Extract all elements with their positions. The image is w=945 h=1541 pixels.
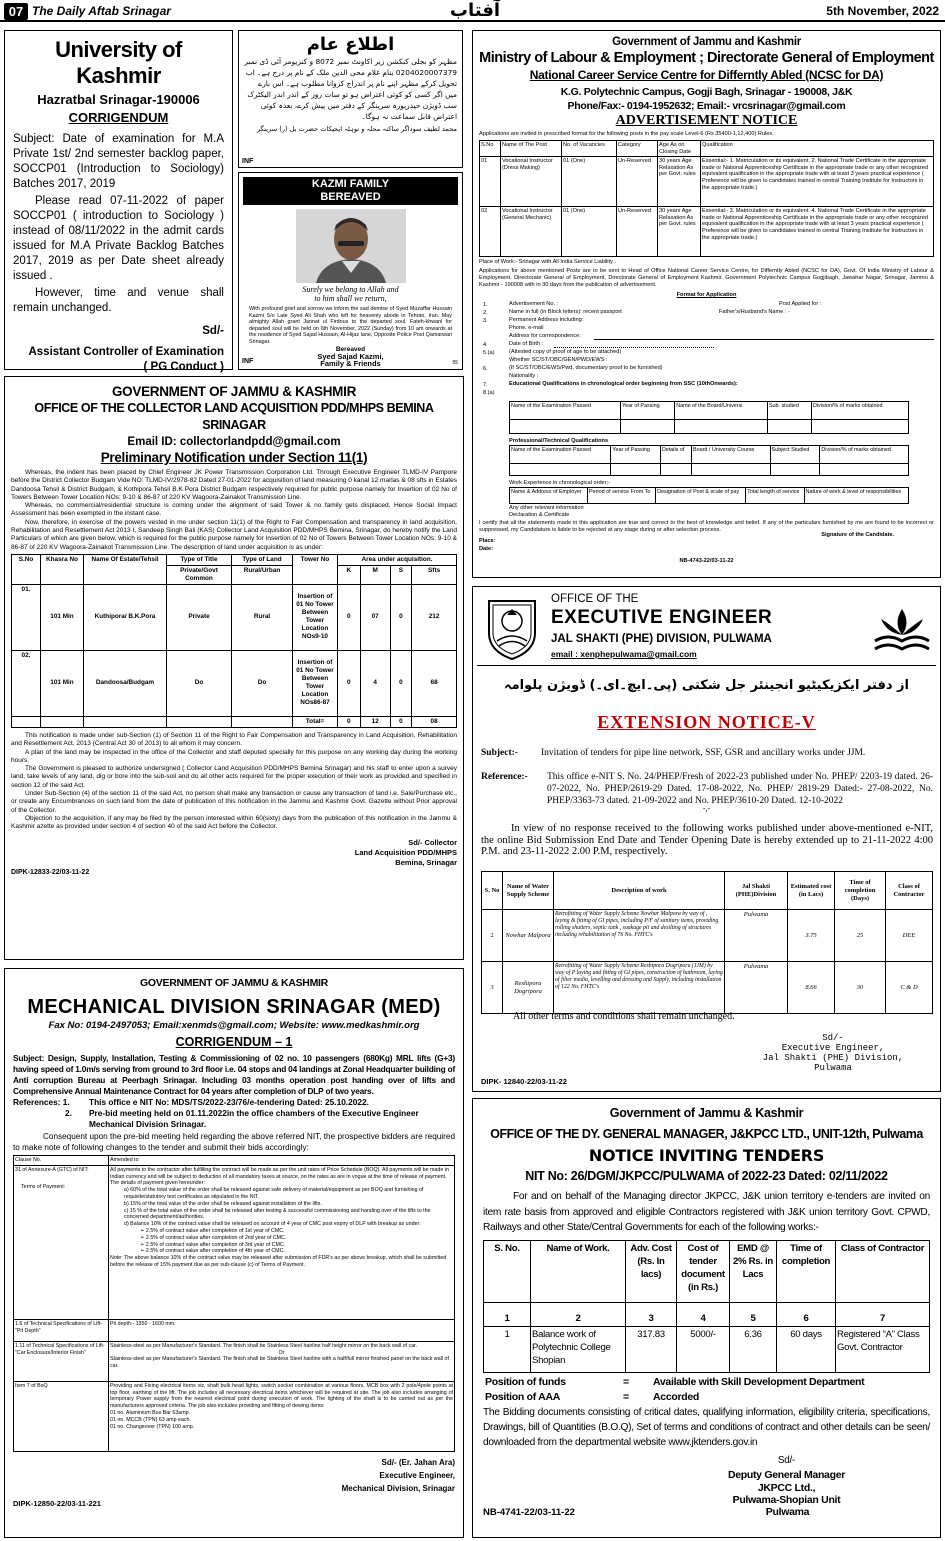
ad8-num: 6 xyxy=(777,1302,836,1326)
ad5-cell: Insertion of 01 No Tower Between Tower Location NOs9-10 xyxy=(293,584,338,650)
ad5-cell: Insertion of 01 No Tower Between Tower Location NOs86-87 xyxy=(293,650,338,716)
ad4-work-col: Name & Address of Employer xyxy=(510,488,588,504)
ad7-r1-line: ➢ 2.5% of contract value after completion of 4th year of CMC. xyxy=(140,1248,285,1255)
ad6-col: S. No xyxy=(482,872,503,910)
ad8-cell: Balance work of Polytechnic College Shopian xyxy=(531,1326,626,1372)
ad1-signatory-dept: ( PG Conduct ) xyxy=(143,361,224,373)
ad8-eq: = xyxy=(623,1390,630,1403)
ad1-sd: Sd/- xyxy=(202,325,224,337)
ad4-format: Format for Application xyxy=(676,292,737,299)
ad4-form-line: Name in full (in Block letters): recent passport xyxy=(509,309,622,316)
ad4-edu-col: Division/% of marks obtained xyxy=(811,402,908,420)
ad4-cell: Essential:- 1. Matriculation or its equivalent. 2. National Trade Certificate in the appropriate trade or National Apprenticeship Certificate in the appropriate trade or any other recognized equivalent qualification in the appropriate trade with at least 3 years practical experience ( Preference will be given to candidates trained in central Training Institute for Instructors in the appropriate trade.) xyxy=(701,157,934,207)
ad5-cell: 101 Min xyxy=(41,584,84,650)
ad4-form-line: (Attested copy of proof of age to be attached) xyxy=(509,349,622,356)
ad4-signature: Signature of the Candidate. xyxy=(821,532,894,539)
ad4-edu-table xyxy=(509,401,909,434)
ad6-col: Name of Water Supply Scheme xyxy=(503,872,554,910)
ad6-subject-label: Subject:- xyxy=(481,748,518,758)
ad4-work-col: Total length of service xyxy=(746,488,804,504)
ad7-r3-text1: Stainless-steel as per Manufacturer's Standard. The finish shall be Stainless Steel hairline half height mirror on the back wall of car. xyxy=(110,1342,418,1349)
ad6-office: OFFICE OF THE xyxy=(551,593,639,605)
ad4-edu-col: Name of the Board/Universi xyxy=(675,402,768,420)
ad7-r1-line: ➢ 2.5% of contract value after completion of 3rd year of CMC. xyxy=(140,1241,286,1248)
ad5-cell: 01. xyxy=(12,584,41,650)
ad4-cell: 30 years Age Relaxation As per Govt. rules xyxy=(658,157,701,207)
paper-name: The Daily Aftab Srinagar xyxy=(32,4,171,18)
ad-land-acquisition xyxy=(4,376,464,960)
ad7-r4-cell xyxy=(109,1381,455,1451)
ad8-col: Cost of tender document (in Rs.) xyxy=(677,1240,730,1302)
ad7-col: Clause No. xyxy=(14,1156,109,1166)
ad5-cell: 0 xyxy=(390,650,412,716)
ad4-ref: NB-4743-22/03-11-22 xyxy=(679,558,734,565)
ad4-work-title: Work Experience in chronological order;- xyxy=(509,480,610,487)
ad5-cell: 0 xyxy=(390,584,412,650)
ad4-date-label: Date: xyxy=(479,546,493,553)
ad7-clause-table xyxy=(13,1155,455,1452)
ad-jkpcc-tenders xyxy=(472,1098,941,1538)
ad8-sig2: JKPCC Ltd., xyxy=(757,1481,816,1494)
ad8-eq: = xyxy=(623,1375,630,1388)
ad5-subcol: M xyxy=(360,565,390,584)
ad6-body: In view of no response received to the following works published under above-mentioned e-NIT, the online Bid Submission End Date and Tender Opening Date is hereby extended up to 21-11-2022 4:00 P.M. and 23-11-2022 2.00 P.M, respectively. xyxy=(481,823,933,857)
ad7-sig2: Mechanical Division, Srinagar xyxy=(341,1483,455,1493)
ad6-cell: 30 xyxy=(835,962,886,1014)
portrait-photo xyxy=(296,209,406,283)
ad6-col: Jal Shakti (PHE)Division xyxy=(725,872,788,910)
ad8-num: 4 xyxy=(677,1302,730,1326)
ad4-col: Age As on Closing Date xyxy=(658,141,701,157)
ad7-intro: Consequent upon the pre-bid meeting held regarding the above referred NIT, the prospective bidders are required to make note of following changes to the tender and submit their bids accordingly: xyxy=(13,1132,455,1152)
ad5-cell: Private xyxy=(167,584,232,650)
ad6-cell: 3.75 xyxy=(788,910,835,962)
ad4-address: K.G. Polytechnic Campus, Gogji Bagh, Srinagar - 190008, J&K xyxy=(560,86,853,98)
ad5-p2: Whereas, no commercial/residential structure is coming under the alignment of said Tower & no family gets displaced, Hence Social Impact Assessment has been exempted in the instant case. xyxy=(11,502,457,518)
ad8-aaa-label: Position of AAA xyxy=(485,1390,561,1403)
ad4-prof-title: Professional/Technical Qualifications xyxy=(509,438,609,445)
ad6-cell: 2 xyxy=(482,910,503,962)
paper-logo: آفتاب xyxy=(449,0,501,21)
ad4-form-line: Date of Birth : xyxy=(509,341,544,348)
ad1-subject: Subject: Date of examination for M.A Private 1st/ 2nd semester backlog paper, SOCCP01 (Introduction to Sociology) Batches 2017, 2019 xyxy=(13,133,224,190)
ad8-col: EMD @ 2% Rs. in Lacs xyxy=(730,1240,777,1302)
masthead xyxy=(0,0,945,24)
ad7-ref2: Pre-bid meeting held on 01.11.2022in the office chambers of the Executive Engineer Mechanical Division Srinagar. xyxy=(89,1108,419,1129)
ad6-cell: C & D xyxy=(886,962,933,1014)
ad5-total: 0 xyxy=(390,716,412,727)
ad3-family-friends: Family & Friends xyxy=(320,359,381,368)
ad8-num: 5 xyxy=(730,1302,777,1326)
ad6-col: Class of Contractor xyxy=(886,872,933,910)
ad3-body: With profound grief and sorrow we inform the sad demise of Syed Muzaffar Hussain Kazmi S/o Late Syed Ali Shah who left for heavenly abode in Tehran, Iran. May almighty Allah grant Jannat ul Firdous to the departed soul. Fateh-khwani for departed soul will be held on 6th November, 2022 (Sunday) from 10 am onwards at the residence of Syed Sajad Hussain, Al-Hijaz lane, Opposite Police Post Qamarwari Srinagar. xyxy=(249,306,452,345)
ad6-cell: Nowhar Malpora xyxy=(503,910,554,962)
ad-mechanical-division xyxy=(4,968,464,1538)
ad7-ref: DIPK-12850-22/03-11-221 xyxy=(13,1498,101,1508)
ad4-form-line: Advertisement No. : xyxy=(509,301,559,308)
ad8-ref: NB-4741-22/03-11-22 xyxy=(483,1506,575,1518)
ad7-contact: Fax No: 0194-2497053; Email:xenmds@gmail.com; Website: www.medkashmir.org xyxy=(48,1020,420,1031)
ad4-place-label: Place: xyxy=(479,538,496,545)
ad6-cell: Reshipora Dogripora xyxy=(503,962,554,1014)
jal-shakti-logo-icon xyxy=(871,605,933,655)
ad8-cell: Registered “A” Class Govt. Contractor xyxy=(836,1326,930,1372)
ad4-edu-col: Year of Passing xyxy=(621,402,675,420)
ad4-prof-col: Details of xyxy=(660,446,691,464)
ad8-gov: Government of Jammu & Kashmir xyxy=(609,1106,804,1120)
ad5-cell: Dandoosa/Budgam xyxy=(84,650,167,716)
ad7-r3-or: Or xyxy=(278,1349,285,1356)
ad-ministry-labour: Government of Jammu and Kashmir Ministry of Labour & Employment ; Directorate General of Employment National Career Service Centre for Differntly Abled (NCSC for DA) K.G. Polytechnic Campus, Gogji Bagh, Srinagar - 190008, J&K Phone/Fax:- 0194-1952632; Email:- vrcsrinagar@gmail.com ADVERTISEMENT NOTICE Applications are invited in prescribed format for the following posts in the pay scale Level-6 (Rs 35400-1,12,400) Rules. S.No Name of The Post No. of Vacancies Category Age As on Closing Date Qualification 01 Vocational Instructor (Dress Making) 01 (One) Un-Reserved 30 years Age Relaxation As per Govt. rules Essential:- 1. Matriculation or its equivalent. 2. National Trade Certificate in the appropriate trade or National Apprenticeship Certificate in the appropriate trade or any other recognized equivalent qualification in the appropriate trade with at least 3 years practical experience ( Preference will be given to candidates trained in central Training Institute for Instructors in the appropriate trade.) 02 Vocational Instructor (General Mechanic) 01 (One) Un-Reserved 30 years Age Relaxation As per Govt. rules Essential:- 3. Matriculation or its equivalent. 4. National Trade Certificate in the appropriate trade or National Apprenticeship Certificate in the appropriate trade or any other recognized equivalent qualification in the appropriate trade with at least 3 years practical experience ( Preference will be given to candidates trained in central Training Institute for Instructors in the appropriate trade.) Place of Work:- Srinagar with All India Service Liability . Applications for above mentioned Posts are to be sent to Head of Office National Career Service Centre, for Differntly Abled (NCSC for DA), Govt. Of India Ministry of Labour & Employment. Directorate General of Employment, Directorate General of Employment Kashmir, Government Polytechnic Campus Gogjibagh, Jawahar Nagar, Srinagar, Jammu & Kashmir - 190008 with in 30 days from the publication of advertisement. Format for Application Advertisement No. : Post Applied for : Name in full (in Block letters): recent passport Father's/Husband's Name : - Permanent Address including: Phone, e-mail Address for correspondence: Date of Birth : (Attested copy of proof of age to be attached) Whether SC/ST/OBC/GEN/PWD/EWS : (If SC/ST/OBC/EWS/Pwd, documentary proof to be furnished) Nationality : Educational Qualifications in chronological order beginning from SSC (10thOnwards): 1. 2. 3. 4. 5.(a) 6. 7. 8.(a) Name of the Examination Passed Year of Passing Name of the Board/Universi Sub. studied Division/% of marks obtained Professional/Technical Qualifications Name of the Examination Passed Year of Passing Details of Board / University Course Subject Studied Division/% of marks obtained Work Experience in chronological order;- Name & Address of Employer Period of service From To Designation of Post & scale of pay Total length of service Nature of work & level of responsibilities Any other relevant information Declaration & Certificate I certify that all the statements made in this application are true and correct to the best of knowledge and belief. If any of the particulars furnished by me are found to be incorrect or suppressed, my Candidature is liable to be rejected at any stage during or after selection process. Place: Date: Signature of the Candidate. NB-4743-22/03-11-22 xyxy=(472,30,941,578)
ad4-gov: Government of Jammu and Kashmir xyxy=(612,36,801,48)
ad6-cell: 25 xyxy=(835,910,886,962)
ad6-sig3: Pulwama xyxy=(814,1063,852,1073)
ad4-form-line: Address for correspondence: xyxy=(509,333,581,340)
ad8-col: Adv. Cost (Rs. In lacs) xyxy=(626,1240,677,1302)
ad5-cell: 07 xyxy=(360,584,390,650)
ad6-cell: Pulwama xyxy=(725,910,788,962)
ad8-cell: 60 days xyxy=(777,1326,836,1372)
ad1-title: University of Kashmir xyxy=(55,37,182,88)
ad4-prof-col: Board / University Course xyxy=(691,446,770,464)
ad4-form-line: Whether SC/ST/OBC/GEN/PWD/EWS : xyxy=(509,357,608,364)
ad4-cell: Essential:- 3. Matriculation or its equivalent. 4. National Trade Certificate in the appropriate trade or National Apprenticeship Certificate in the appropriate trade or any other recognized equivalent qualification in the appropriate trade with at least 3 years practical experience ( Preference will be given to candidates trained in central Training Institute for Instructors in the appropriate trade.) xyxy=(701,207,934,257)
ad7-ref1-label: References: 1. xyxy=(13,1097,70,1107)
ad4-ministry: Ministry of Labour & Employment ; Directorate General of Employment xyxy=(479,50,934,66)
ad6-cell: 8.66 xyxy=(788,962,835,1014)
ad6-dash: -,- xyxy=(702,804,711,813)
ad4-decl: Declaration & Certificate xyxy=(509,512,570,519)
ad5-p4: This notification is made under sub-Section (1) of Section 11 of the Right to Fair Compensation and Transparency in Land Acquisition, Rehabilitation and Resettlement Act, 2013 (Central Act 30 of 2013) to all whom it may concern. xyxy=(11,731,457,748)
ad7-r4-item: 01 no. Changeover (TPN) 100 amp. xyxy=(110,1423,195,1430)
ad8-funds-label: Position of funds xyxy=(485,1375,566,1388)
ad4-other-info: Any other relevant information xyxy=(509,505,584,512)
ad5-cell: 0 xyxy=(338,584,361,650)
ad3-name: Syed Sajad Kazmi, xyxy=(317,352,384,361)
ad5-p3: Now, therefore, in exercise of the powers vested in me under section 11(1) of the Right to Fair Compensation and transparency in land acquisition, Rehabilitation and Resettlement Act 2013 I, Sandeep Singh Bali (KAS) Collector Land Acquisition PDD/MHPS Bemina, Srinagar, do hereby notify the Land Particulars of which are given below, which is required for the public purpose namely for Insertion of 02 No of Towers Between Tower Location NOs: 9-10 & 86-87 of 220 KV Wagoora-Zainakot Transmission Line. The description of land under acquisition is as under: xyxy=(11,518,457,551)
ad4-col: Name of The Post xyxy=(501,141,562,157)
ad7-clause xyxy=(14,1165,109,1319)
ad7-amendment xyxy=(109,1165,455,1319)
ad8-sig3: Pulwama-Shopian Unit xyxy=(732,1493,841,1506)
ad8-footer: The Bidding documents consisting of critical dates, qualifying information, eligibility criteria, specifications, Drawings, bill of Quantities (B.O.Q), Set of terms and conditions of contract and other details can be seen/ downloaded from the departmental website www.jktenders.gov.in xyxy=(483,1406,930,1448)
ad1-heading: CORRIGENDUM xyxy=(68,110,169,125)
ad4-heading: ADVERTISEMENT NOTICE xyxy=(615,113,798,128)
ad6-col: Time of completion (Days) xyxy=(835,872,886,910)
ad4-form-line: Educational Qualifications in chronological order beginning from SSC (10thOnwards): xyxy=(509,381,738,388)
ad6-works-table xyxy=(481,871,933,1014)
ad7-r3-clause: 1.11 of Technical Specifications of Lift- "Car Enclosure/Interior Finish" xyxy=(14,1341,109,1381)
ad6-cell: Retrofitting of Water Supply Scheme Nowhar Malpora by way of , laying & fitting of GI pipes, including P/F of sanitary items, providing rolling shutters, septic tank , soakage pit and desilting of structures including rehabilitation of 76 No. FHTC's xyxy=(554,910,725,962)
ad4-apply: Applications for above mentioned Posts are to be sent to Head of Office National Career Service Centre, for Differntly Abled (NCSC for DA), Govt. Of India Ministry of Labour & Employment. Directorate General of Employment, Directorate General of Employment Kashmir, Government Polytechnic Campus Gogjibagh, Jawahar Nagar, Srinagar, Jammu & Kashmir - 190008 with in 30 days from the publication of advertisement. xyxy=(479,268,934,289)
ad2-body: مظہر کو بجلی کنکشن زیر اکاونٹ نمبر 8072 و کنزیومر آئی ڈی نمبر 0204020007379 بنام غلام محی الدین ملک کے نام پر درج ہے۔ اب تحویل کرکے مظہر اپنے نام پر اندراج کروانا مطلوب ہے۔ اس بارے میں اگر کسی کو کوئی اعتراض ہو تو سات روز کے اندر اندر الیکٹرک سب ڈویژن حیدرپورہ سرینگر کے دفتر میں پیش کرے، بعدہ کوئی اعتراض قابل سماعت نہ ہوگا۔ xyxy=(244,57,457,121)
ad6-cell: 3 xyxy=(482,962,503,1014)
ad7-title: MECHANICAL DIVISION SRINAGAR (MED) xyxy=(27,996,441,1018)
ad8-aaa: Accorded xyxy=(653,1390,700,1403)
ad2-inf: INF xyxy=(242,158,254,165)
ad4-work-col: Designation of Post & scale of pay xyxy=(656,488,746,504)
ad3-inf: INF xyxy=(242,358,254,365)
ad5-col: Type of Land xyxy=(232,554,293,565)
ad5-col: Khasra No xyxy=(41,554,84,584)
ad6-heading: EXTENSION NOTICE-V xyxy=(597,712,816,732)
ad8-nit: NIT No: 26/DGM/JKPCC/PULWAMA of 2022-23 Dated: 02/11/2022 xyxy=(525,1169,888,1183)
ad4-cell: 30 years Age Relaxation As per Govt. rules xyxy=(658,207,701,257)
ad7-r4-item: 01 no. Aluminium Bus Bar 63amp. xyxy=(110,1409,191,1416)
ad5-gov: GOVERNMENT OF JAMMU & KASHMIR xyxy=(111,384,357,399)
ad8-cell: 6.36 xyxy=(730,1326,777,1372)
ad5-subcol: Rural/Urban xyxy=(232,565,293,584)
ad7-r1-line: Note: The above balance 10% of the contract value may be released after submission of FDR's as per above breakup, which shall be submitted before the release of 15% payment due as per sub-clause (c) of Terms of Payment. xyxy=(110,1255,447,1268)
issue-date: 5th November, 2022 xyxy=(826,4,939,18)
ad1-body2: However, time and venue shall remain unchanged. xyxy=(13,287,224,314)
ad5-heading: Preliminary Notification under Section 11(1) xyxy=(100,450,368,465)
ad7-r4-text: Providing and Fixing electrical items viz, shaft bulk head lights, switch socket combination at various floors, MCB box with 2 pole/4pole points at top floor, earthing of the lift. The job includes all necessary electrical items whichever will be required at site. The job also includes arranging of temporary Power supply from the nearest electrical point during execution of work. The lighting of the shaft is to be carried out as per the manufacturers approved criteria. The job also includes providing and fitting of dewing items: xyxy=(110,1382,453,1410)
ad8-col: Time of completion xyxy=(777,1240,836,1302)
ad4-work-table xyxy=(509,487,909,504)
ad7-r1-line: ➢ 2.5% of contract value after completion of 2nd year of CMC. xyxy=(140,1234,287,1241)
ad4-prof-col: Year of Passing xyxy=(611,446,661,464)
ad4-decl-text: I certify that all the statements made in this application are true and correct to the best of knowledge and belief. If any of the particulars furnished by me are found to be incorrect or suppressed, my Candidature is liable to be rejected at any stage during or after selection process. xyxy=(479,520,934,534)
ad5-subcol: K xyxy=(338,565,361,584)
ad8-heading: NOTICE INVITING TENDERS xyxy=(588,1146,825,1165)
ad7-col: Amended to xyxy=(109,1156,455,1166)
ad4-col: No. of Vacancies xyxy=(562,141,617,157)
ad4-cell: Vocational Instructor (Dress Making) xyxy=(501,157,562,207)
ad5-sig1: Land Acquisition PDD/MHPS xyxy=(354,847,457,857)
ad5-col: S.No xyxy=(12,554,41,584)
ad4-prof-col: Name of the Examination Passed xyxy=(510,446,611,464)
ad4-prof-col: Division/% of marks obtained xyxy=(820,446,909,464)
ad8-col: Name of Work. xyxy=(531,1240,626,1302)
ad5-p5: A plan of the land may be inspected in the office of the Collector and staff deputed specially for this purpose on any working day during the working hours. xyxy=(11,748,457,764)
ad6-subject: Invitation of tenders for pipe line network, SSF, GSR and ancillary works under JJM. xyxy=(541,748,866,758)
ad5-total: 12 xyxy=(360,716,390,727)
ad1-address: Hazratbal Srinagar-190006 xyxy=(37,92,200,107)
ad5-subcol: S xyxy=(390,565,412,584)
ad8-cell: 1 xyxy=(484,1326,531,1372)
ad5-total-label: Total= xyxy=(293,716,338,727)
ad4-cell: Un-Reserved xyxy=(617,157,658,207)
ad7-r1-clause: 31 of Annexure-A (GTC) of NIT: xyxy=(15,1166,89,1173)
ad4-form-line: Post Applied for : xyxy=(779,301,822,308)
ad4-phone: Phone/Fax:- 0194-1952632; Email:- vrcsrinagar@gmail.com xyxy=(567,100,846,112)
ad4-form-line: Nationality : xyxy=(509,373,539,380)
ad4-place: Place of Work:- Srinagar with All India Service Liability . xyxy=(479,259,616,266)
ad7-gov: GOVERNMENT OF JAMMU & KASHMIR xyxy=(140,977,328,989)
ad8-sig1: Deputy General Manager xyxy=(727,1468,846,1481)
ad6-title: EXECUTIVE ENGINEER xyxy=(551,607,773,628)
ad4-edu-col: Name of the Examination Passed xyxy=(510,402,621,420)
ad7-heading: CORRIGENDUM – 1 xyxy=(175,1035,293,1049)
ad5-p8: Objection to the acquisition, if any may be filed by the person interested within 60(sixty) days from the publication of this notification in the Jammu & Kashmir azette as provided under section 4 of section 40 of the said Act before the Collector. xyxy=(11,814,457,831)
ad5-total: 08 xyxy=(412,716,457,727)
ad8-num: 2 xyxy=(531,1302,626,1326)
ad4-form-line: Father's/Husband's Name : - xyxy=(719,309,790,316)
ad7-r1-line: ➢ 2.5% of contract value after completion of 1st year of CMC. xyxy=(140,1227,285,1234)
ad7-sig1: Executive Engineer, xyxy=(379,1470,455,1480)
ad4-cell: Vocational Instructor (General Mechanic) xyxy=(501,207,562,257)
ad5-cell: 4 xyxy=(360,650,390,716)
ad4-cell: 01 (One) xyxy=(562,207,617,257)
ad8-num: 7 xyxy=(836,1302,930,1326)
ad7-sd: Sd/- (Er. Jahan Ara) xyxy=(381,1457,455,1467)
ad7-r3-cell xyxy=(109,1341,455,1381)
ad5-total: 0 xyxy=(338,716,361,727)
ad5-cell: Kuthipora/ B.K.Pora xyxy=(84,584,167,650)
ad4-cell: Un-Reserved xyxy=(617,207,658,257)
ad7-r4-clause: Item 7 of BoQ xyxy=(14,1381,109,1451)
ad1-signatory: Assistant Controller of Examination xyxy=(28,346,224,358)
ad5-cell: Do xyxy=(167,650,232,716)
jk-emblem-icon xyxy=(481,597,543,661)
ad8-tender-table xyxy=(483,1240,930,1373)
ad5-cell: Do xyxy=(232,650,293,716)
ad7-r1-sub: Terms of Payment: xyxy=(21,1183,66,1190)
ad5-p7: Under Sub-Section (4) of the section 11 of the said Act, no person shall make any transaction or cause any transaction of land i.e. Sale/Purchase etc., or create any Encumbrances on such land from the date of publication of this notification in the Jammu and Kashmir Govt. Gazette without Prior approval of the Collector. xyxy=(11,790,457,814)
ad7-ref2-label: 2. xyxy=(65,1108,72,1118)
ad-jal-shakti xyxy=(472,586,941,1092)
ad7-r4-item: 01 no. MCCB (TPN) 63 amp each. xyxy=(110,1416,191,1423)
page-number: 07 xyxy=(4,3,28,20)
ad6-email: email : xenphepulwama@gmail.com xyxy=(551,649,697,659)
ad5-cell: 101 Min xyxy=(41,650,84,716)
ad4-prof-table xyxy=(509,445,909,476)
ad7-r1-line: b) 15% of the total value of the order shall be released against installation of the lifts. xyxy=(124,1200,322,1207)
ad6-ref: DIPK- 12840-22/03-11-22 xyxy=(481,1077,567,1086)
ad6-sig2: Jal Shakti (PHE) Division, xyxy=(762,1053,904,1063)
ad5-subcol: Sfts xyxy=(412,565,457,584)
ad5-cell: 0 xyxy=(338,650,361,716)
ad8-cell: 5000/- xyxy=(677,1326,730,1372)
ad4-posts-table xyxy=(479,140,934,257)
ad6-col: Description of work xyxy=(554,872,725,910)
ad-urdu-notice xyxy=(238,30,463,168)
ad5-col: Area under acquisition. xyxy=(338,554,457,565)
ad4-form-line: Permanent Address including: xyxy=(509,317,584,324)
ad5-cell: 68 xyxy=(412,650,457,716)
ad7-ref1: This office e NIT No: MDS/TS/2022-23/76/e-tendering Dated: 25.10.2022. xyxy=(89,1097,369,1107)
ad1-body1: Please read 07-11-2022 of paper SOCCP01 ( introduction to Sociology ) instead of 08/11/2022 in the admit cards issued for M.A Private Backlog Batches 2017, 2019 as per Date sheet already issued . xyxy=(13,195,224,282)
ad3-bereaved-label: Bereaved xyxy=(335,346,366,353)
ad7-r1-line: c) 15 % of the total value of the order shall be released after testing & successful commissioning and handing over of the lifts to the concerned department/authorities. xyxy=(124,1207,431,1221)
ad3-code: 55 xyxy=(452,360,458,366)
ad5-cell: Rural xyxy=(232,584,293,650)
ad5-cell: 02. xyxy=(12,650,41,716)
ad5-col: Type of Title xyxy=(167,554,232,565)
ad8-cell: 317.83 xyxy=(626,1326,677,1372)
ad4-form-line: (If SC/ST/OBC/EWS/Pwd, documentary proof to be furnished) xyxy=(509,365,663,372)
ad4-intro: Applications are invited in prescribed format for the following posts in the pay scale Level-6 (Rs 35400-1,12,400) Rules. xyxy=(479,131,774,137)
ad4-col: S.No xyxy=(480,141,501,157)
ad7-r3-text2: Stainless-steel as per Manufacturer's Standard. The finish shall be Stainless Steel hairline with a half/full mirror finished panel on the back wall of car. xyxy=(110,1356,449,1370)
ad4-centre: National Career Service Centre for Differntly Abled (NCSC for DA) xyxy=(529,68,884,82)
ad3-quote1: Surely we belong to Allah and xyxy=(302,285,399,294)
ad8-office: OFFICE OF THE DY. GENERAL MANAGER, J&KPCC LTD., UNIT-12th, Pulwama xyxy=(490,1127,923,1141)
ad7-r1-line: a) 60% of the total value of the order shall be released against safe delivery of material/equipment as per BOQ and furnishing of requisite/statutory test certificates as stipulated in the NIT. xyxy=(124,1187,424,1200)
ad-university-kashmir xyxy=(4,30,233,373)
ad8-funds: Available with Skill Development Department xyxy=(653,1375,865,1388)
ad3-quote2: to him shall we return, xyxy=(314,294,387,303)
ad5-p1: Whereas, the indent has been placed by Chief Engineer JK Power Transmission Corporation Ltd. Through Executive Engineer TLMD-IV Pampore before the District Collector Budgam Vide NO: TLMD-IV/2978-82 Dated 27-01-2022 for acquisition of land measuring 0 kanal 12 marlas & 08 sfts in Estates Dandoosa Tehsil & District Budgam, & Kothipora Tehsil B.K Pora District Budgam respectively required for public purpose namely for Insertion of 02 No of Towers Between Tower Location NOs: 9-10 & 86-87 of 220 KV Wagoora-Zainakot Transmission Line. xyxy=(11,469,457,501)
ad8-num: 1 xyxy=(484,1302,531,1326)
ad7-r2-text: Pit depth:- 1350 - 1600 mm. xyxy=(109,1319,455,1341)
ad6-cell: Retrofitting of Water Supply Scheme Reshipora Dogripora (JJM) by way of P laying and fitting of GI pipes, construction of bathroom, laying of filter media, levelling and dressing and Supply, including installation of 122 No. FHTC's xyxy=(554,962,725,1014)
ad6-cell: Pulwama xyxy=(725,962,788,1014)
ad5-p6: The Government is pleased to authorize undersigned ( Collector Land Acquisition PDD/MHPS Bemina Srinagar) and his staff to enter upon a survey land, take levels of any land, dig or bore into the sub-soil and do all other acts required for the proper execution of their work as provided and specified in section 12 of the said Act. xyxy=(11,765,457,789)
ad4-work-col: Nature of work & level of responsibilities xyxy=(804,488,908,504)
ad6-sig1: Executive Engineer, xyxy=(781,1043,885,1053)
ad5-office: OFFICE OF THE COLLECTOR LAND ACQUISITION PDD/MHPS BEMINA SRINAGAR xyxy=(34,401,434,432)
ad7-r2-clause: 1.6 of Technical Specifications of Lift- "Pit Depth" xyxy=(14,1319,109,1341)
ad4-col: Category xyxy=(617,141,658,157)
ad3-bereaved: BEREAVED xyxy=(320,191,381,203)
ad4-cell: 02 xyxy=(480,207,501,257)
ad7-subject: Subject: Design, Supply, Installation, Testing & Commissioning of 02 no. 10 passengers (680Kg) MRL lifts (G+3) having speed of 1.0m/s serving from ground to 3rd floor i.e. 04 stops and 04 landings at Zonal Headquarter building of Anti corruption Bureau at Peerbagh Srinagar. Including 03 months operation post handing over of lifts and Comprehensive Annual Maintenance Contract for 04 years after completion of DLP of two years. xyxy=(13,1053,456,1096)
ad4-cell: 01 xyxy=(480,157,501,207)
ad5-email: Email ID: collectorlandpdd@gmail.com xyxy=(127,436,341,448)
ad2-heading: اطلاع عام xyxy=(306,34,395,55)
ad4-work-col: Period of service From To xyxy=(588,488,656,504)
ad6-col: Estimated cost (in Lacs) xyxy=(788,872,835,910)
ad5-cell: 212 xyxy=(412,584,457,650)
ad5-sd: Sd/- Collector xyxy=(408,837,457,847)
ad7-r1-line: d) Balance 10% of the contract value shall be released on account of 4 year of CMC post expiry of DLP with breakup as under: xyxy=(124,1221,421,1228)
ad6-ref-label: Reference:- xyxy=(481,772,528,782)
ad4-col: Qualification xyxy=(701,141,934,157)
ad5-ref: DIPK-12833-22/03-11-22 xyxy=(11,868,90,876)
ad8-col: S. No. xyxy=(484,1240,531,1302)
ad5-col: Tower No xyxy=(293,554,338,584)
ad6-urdu-title: از دفتر ایکزیکیٹیو انجینئر جل شکتی (پی۔ایچ۔ای۔) ڈویژن پلوامہ xyxy=(504,678,909,693)
ad8-sd: Sd/- xyxy=(777,1454,796,1466)
ad4-cell: 01 (One) xyxy=(562,157,617,207)
ad4-form-line: Phone, e-mail xyxy=(509,325,544,332)
ad5-subcol: Private/Govt Common xyxy=(167,565,232,584)
ad4-prof-col: Subject Studied xyxy=(770,446,820,464)
ad6-sd: Sd/- xyxy=(822,1033,844,1043)
ad5-land-table xyxy=(11,554,457,728)
ad6-reference: This office e-NIT S. No. 24/PHEP/Fresh of 2022-23 published under No. PHEP/ 2203-19 dated. 26-07-2022, No. PHEP/2619-29 Dated. 17-08-2022, No. PHEP/ 2819-29 Dated:- 27-08-2022, No. PHEP/3363-73 dated. 21-09-2022 and No. PHEP/3610-20 Dated. 12-10-2022 xyxy=(547,772,933,806)
ad6-division: JAL SHAKTI (PHE) DIVISION, PULWAMA xyxy=(551,633,772,645)
ad3-family: KAZMI FAMILY xyxy=(311,178,390,190)
ad5-col: Name Of Estate/Tehsil xyxy=(84,554,167,584)
ad8-sig4: Pulwama xyxy=(765,1505,810,1518)
ad7-r1-line: All payments to the contractor after fulfilling the contract will be made as per the unit rates of Price Schedule (BOQ). All payments will be made in Indian currency and will be subject to deduction of all mandatory taxes at source, on the rates as are in vogue at the time of release of payment. The details of payment given hereunder: xyxy=(110,1166,449,1187)
ad2-sign: محمد لطیف سوداگر ساکنہ محلہ و نوہٹہ ایجیکات حضرت بل (ر) سرینگر xyxy=(256,125,457,133)
ad5-sig2: Bemina, Srinagar xyxy=(395,857,457,867)
ad-kazmi-bereaved xyxy=(238,172,463,370)
ad8-body: For and on behalf of the Managing director JKPCC, J&K union territory e-tenders are invited on item rate basis from approved and eligible Contractors registered with J&K union territory Govt. CPWD, Railways and other State/Central Governments for each of the following works:- xyxy=(483,1191,930,1233)
ad8-num: 3 xyxy=(626,1302,677,1326)
ad4-edu-col: Sub. studied xyxy=(767,402,811,420)
ad6-cell: DEE xyxy=(886,910,933,962)
ad6-footer: All other terms and conditions shall remain unchanged. xyxy=(513,1011,735,1022)
ad8-col: Class of Contractor xyxy=(836,1240,930,1302)
